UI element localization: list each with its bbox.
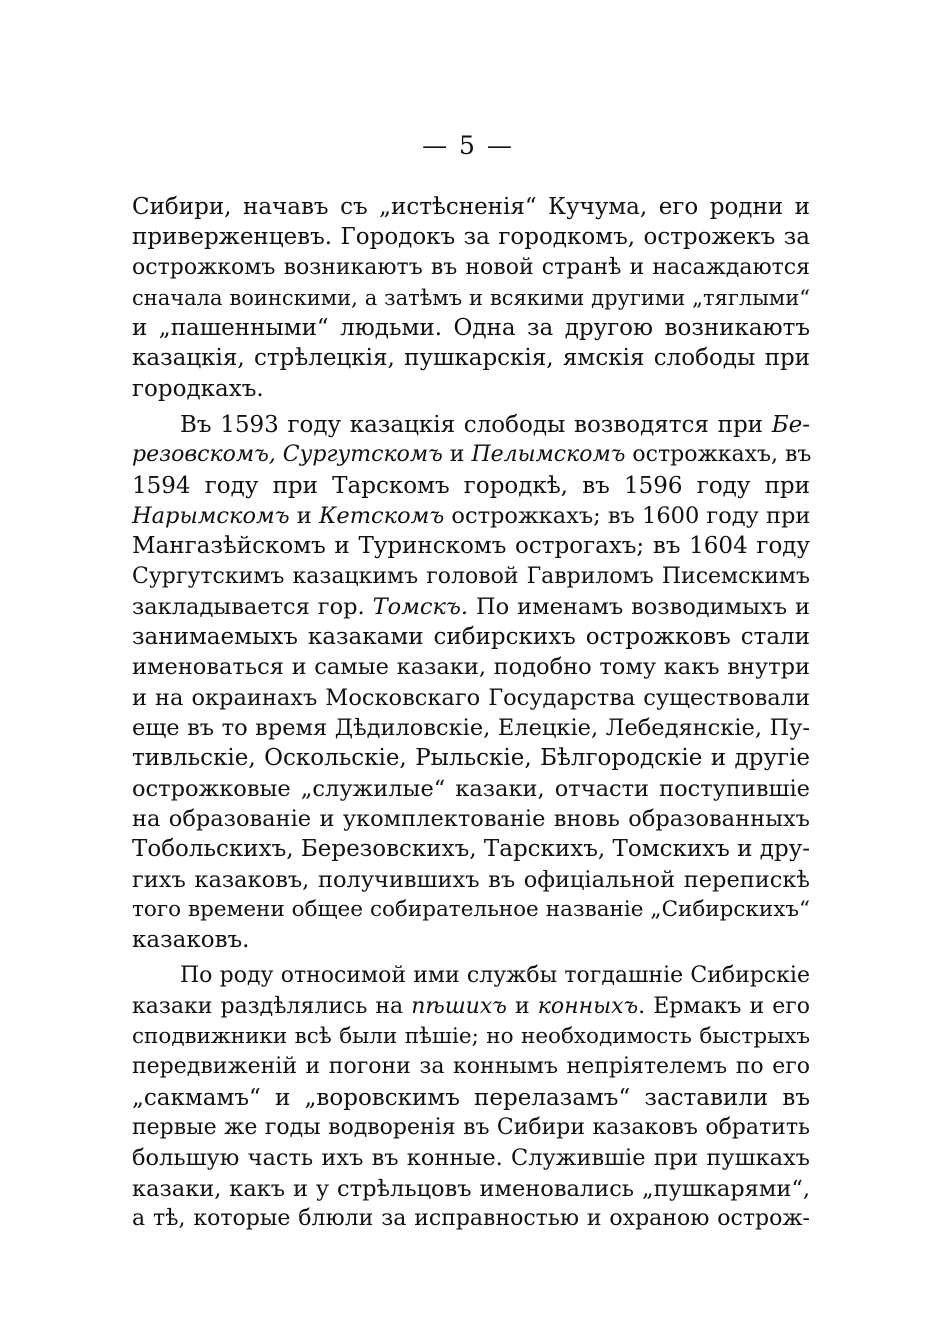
text-line: казацкія, стрѣлецкія, пушкарскія, ямскія слободы при — [132, 345, 810, 372]
text-line: Сургутскимъ казацкимъ головой Гавриломъ Писемскимъ — [132, 563, 810, 589]
text-line: казаки раздѣлялись на пѣшихъ и конныхъ. Ермакъ и его — [132, 993, 810, 1019]
text-line: и на окраинахъ Московскаго Государства существовали — [132, 684, 810, 711]
text-line: а тѣ, которые блюли за исправностью и охраною острож- — [132, 1205, 810, 1231]
body-text — [132, 192, 810, 1234]
text-line: закладывается гор. Томскъ. По именамъ возводимыхъ и — [132, 593, 810, 620]
text-line: того времени общее собирательное названіе „Сибирскихъ“ — [132, 896, 810, 922]
text-line: большую часть ихъ въ конные. Служившіе при пушкахъ — [132, 1145, 810, 1172]
text-line: приверженцевъ. Городокъ за городкомъ, острожекъ за — [132, 224, 810, 251]
text-line: именоваться и самые казаки, подобно тому какъ внутри — [132, 654, 810, 681]
text-line: гихъ казаковъ, получившихъ въ офиціальной перепискѣ — [132, 866, 810, 893]
text-line: городкахъ. — [132, 375, 264, 402]
text-line: „сакмамъ“ и „воровскимъ перелазамъ“ заставили въ — [132, 1084, 810, 1111]
text-line: на образованіе и укомплектованіе вновь образованныхъ — [132, 805, 810, 832]
text-line: передвиженій и погони за коннымъ непріятелемъ по его — [132, 1054, 810, 1080]
text-line: 1594 году при Тарскомъ городкѣ, въ 1596 году при — [132, 472, 810, 499]
text-line: острожкомъ возникаютъ въ новой странѣ и насаждаются — [132, 254, 810, 280]
text-line: Нарымскомъ и Кетскомъ острожкахъ; въ 1600 году при — [132, 502, 811, 529]
paragraph — [132, 192, 810, 404]
text-line: сподвижники всѣ были пѣшіе; но необходимость быстрыхъ — [132, 1024, 810, 1050]
text-line: Въ 1593 году казацкія слободы возводятся при Бе- — [180, 412, 810, 439]
page-number: — 5 — — [422, 131, 514, 160]
text-line: тивльскіе, Оскольскіе, Рыльскіе, Бѣлгородскіе и другіе — [132, 745, 810, 772]
text-line: Тобольскихъ, Березовскихъ, Тарскихъ, Томскихъ и дру- — [132, 836, 810, 863]
paragraph — [132, 961, 810, 1234]
paragraph — [132, 410, 810, 955]
text-line: сначала воинскими, а затѣмъ и всякими другими „тяглыми“ — [132, 285, 810, 310]
text-line: первые же годы водворенія въ Сибири казаковъ обратить — [132, 1114, 810, 1140]
text-line: Мангазѣйскомъ и Туринскомъ острогахъ; въ 1604 году — [132, 533, 810, 560]
text-line: острожковые „служилые“ казаки, отчасти поступившіе — [132, 775, 810, 802]
text-line: казаки, какъ и у стрѣльцовъ именовались „пушкарями“, — [132, 1175, 810, 1202]
text-line: казаковъ. — [132, 927, 250, 954]
text-line: Сибири, начавъ съ „истѣсненія“ Кучума, его родни и — [132, 194, 810, 220]
text-line: По роду относимой ими службы тогдашніе Сибирскіе — [180, 963, 810, 989]
text-line: и „пашенными“ людьми. Одна за другою возникаютъ — [132, 315, 810, 342]
text-line: резовскомъ, Сургутскомъ и Пелымскомъ острожкахъ, въ — [132, 442, 812, 468]
text-line: еще въ то время Дѣдиловскіе, Елецкіе, Лебедянскіе, Пу- — [132, 715, 810, 742]
text-line: занимаемыхъ казаками сибирскихъ острожковъ стали — [132, 624, 810, 651]
